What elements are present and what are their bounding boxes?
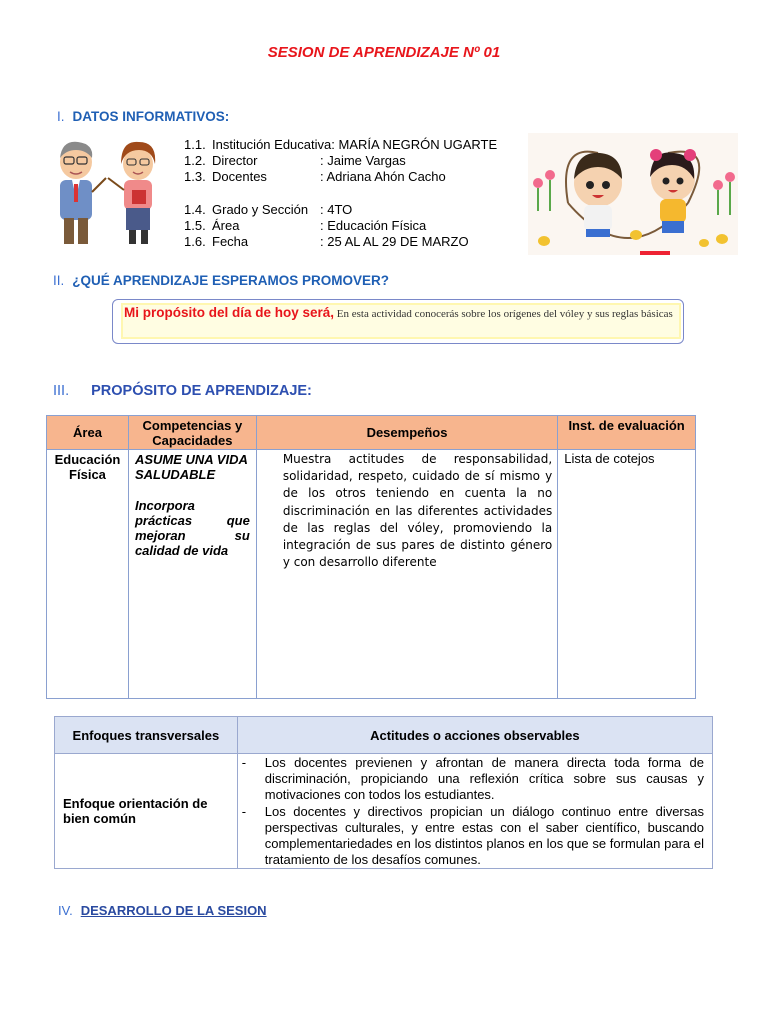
table-header-row bbox=[55, 717, 713, 754]
page-title: SESION DE APRENDIZAJE Nº 01 bbox=[267, 44, 501, 61]
action-item bbox=[238, 804, 704, 869]
info-value: : Educación Física bbox=[320, 217, 427, 233]
capacidad-text: Incorpora prácticas que mejoran su calidad de vida bbox=[134, 498, 250, 558]
cell-competencias bbox=[128, 450, 256, 699]
section-3-heading bbox=[53, 383, 312, 399]
info-value: : Adriana Ahón Cacho bbox=[320, 169, 446, 185]
info-value: MARÍA NEGRÓN UGARTE bbox=[338, 137, 498, 152]
info-label: Director bbox=[212, 153, 258, 169]
info-number: 1.4. bbox=[184, 201, 206, 217]
header-enfoques: Enfoques transversales bbox=[55, 717, 238, 754]
header-desempenos: Desempeños bbox=[256, 416, 557, 450]
info-label: Grado y Sección bbox=[212, 201, 309, 217]
teachers-illustration bbox=[46, 138, 166, 250]
cell-actions bbox=[237, 754, 712, 869]
info-value: : 4TO bbox=[320, 201, 353, 217]
info-number: 1.2. bbox=[184, 153, 206, 169]
section-2-title: ¿QUÉ APRENDIZAJE ESPERAMOS PROMOVER? bbox=[72, 273, 390, 288]
bullet-dash: - bbox=[241, 803, 247, 819]
cell-instrumento: Lista de cotejos bbox=[558, 450, 696, 699]
info-row bbox=[184, 218, 497, 234]
info-label: Fecha bbox=[212, 234, 249, 250]
competencia-text: ASUME UNA VIDA SALUDABLE bbox=[134, 452, 248, 482]
section-3-number: III. bbox=[53, 383, 70, 399]
table-row bbox=[47, 450, 696, 699]
kids-jumping-rope-illustration bbox=[528, 133, 738, 255]
info-row bbox=[184, 137, 497, 153]
section-4-heading bbox=[58, 903, 267, 918]
info-number: 1.1. bbox=[184, 137, 206, 152]
section-1-title: DATOS INFORMATIVOS: bbox=[72, 109, 230, 124]
header-instrumento: Inst. de evaluación bbox=[558, 416, 696, 450]
info-value: : 25 AL AL 29 DE MARZO bbox=[320, 234, 469, 250]
purpose-body: En esta actividad conocerás sobre los orígenes del vóley y sus reglas básicas bbox=[334, 308, 673, 320]
info-value: : Jaime Vargas bbox=[320, 153, 406, 169]
general-info-list bbox=[184, 137, 497, 250]
transversal-approaches-table bbox=[54, 716, 713, 869]
section-1-heading bbox=[57, 109, 229, 124]
info-number: 1.3. bbox=[184, 169, 206, 185]
section-2-number: II. bbox=[53, 273, 65, 288]
section-4-title: DESARROLLO DE LA SESION bbox=[80, 903, 267, 918]
cell-enfoque: Enfoque orientación de bien común bbox=[55, 754, 238, 869]
action-text: Los docentes y directivos propician un diálogo continuo entre diversas perspectivas culturales, y entre estas con el saber científico, buscando complementariedades en los distintos planos en los que se formulan para el tratamiento de los desafíos comunes. bbox=[264, 803, 704, 868]
info-label: Área bbox=[212, 217, 240, 233]
section-3-title: PROPÓSITO DE APRENDIZAJE: bbox=[91, 383, 312, 399]
info-row bbox=[184, 169, 497, 185]
section-2-heading bbox=[53, 273, 389, 288]
action-item bbox=[238, 755, 704, 804]
info-number: 1.5. bbox=[184, 217, 206, 233]
purpose-box bbox=[112, 299, 684, 344]
header-competencias: Competencias y Capacidades bbox=[128, 416, 256, 450]
purpose-lead: Mi propósito del día de hoy será, bbox=[124, 305, 335, 320]
cell-area: Educación Física bbox=[47, 450, 129, 699]
table-row bbox=[55, 754, 713, 869]
info-label: Docentes bbox=[212, 169, 267, 185]
info-row bbox=[184, 153, 497, 169]
cell-desempenos: Muestra actitudes de responsabilidad, solidaridad, respeto, cuidado de sí mismo y de los otros teniendo en cuenta la no discriminación en las diferentes actividades de las reglas del vóley, promoviendo la integración de sus pares de distinto género y con desarrollo diferente bbox=[256, 450, 557, 699]
bullet-dash: - bbox=[241, 755, 247, 770]
action-text: Los docentes previenen y afrontan de manera directa toda forma de discriminación, propiciando una reflexión crítica sobre sus causas y motivaciones con todos los estudiantes. bbox=[264, 755, 704, 803]
purpose-text bbox=[124, 306, 673, 321]
header-area: Área bbox=[47, 416, 129, 450]
info-label: Institución Educativa: bbox=[212, 137, 335, 152]
section-1-number: I. bbox=[57, 109, 65, 124]
learning-purpose-table bbox=[46, 415, 696, 699]
info-row bbox=[184, 234, 497, 250]
table-header-row bbox=[47, 416, 696, 450]
info-row bbox=[184, 202, 497, 218]
header-actitudes: Actitudes o acciones observables bbox=[237, 717, 712, 754]
section-4-number: IV. bbox=[58, 903, 73, 918]
info-number: 1.6. bbox=[184, 234, 206, 250]
